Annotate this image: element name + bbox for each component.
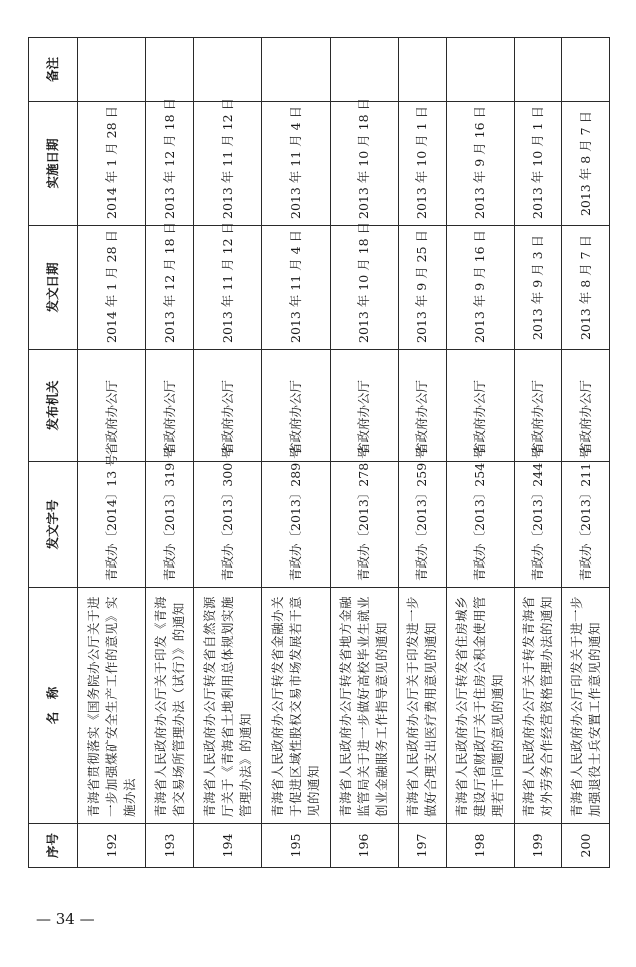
row-issuer: 省政府办公厅 xyxy=(446,350,514,462)
row-remarks xyxy=(193,38,261,102)
table-row xyxy=(193,38,261,868)
table-row xyxy=(262,38,330,868)
row-name: 青海省人民政府办公厅关于印发《青海省交易场所管理办法（试行）》的通知 xyxy=(146,588,194,824)
row-doc-no: 青政办〔2013〕211 号 xyxy=(562,462,610,588)
row-remarks xyxy=(330,38,398,102)
row-issuer: 省政府办公厅 xyxy=(78,350,146,462)
row-doc-no: 青政办〔2013〕254 号 xyxy=(446,462,514,588)
row-issuer: 省政府办公厅 xyxy=(330,350,398,462)
row-seq: 193 xyxy=(146,824,194,868)
row-name: 青海省人民政府办公厅关于转发青海省对外劳务合作经营资格管理办法的通知 xyxy=(514,588,562,824)
row-effective-date: 2013 年 10 月 1 日 xyxy=(514,102,562,226)
row-seq: 199 xyxy=(514,824,562,868)
row-effective-date: 2013 年 8 月 7 日 xyxy=(562,102,610,226)
row-issue-date: 2013 年 11 月 4 日 xyxy=(262,226,330,350)
row-issue-date: 2013 年 11 月 12 日 xyxy=(193,226,261,350)
table-row xyxy=(399,38,447,868)
row-seq: 192 xyxy=(78,824,146,868)
row-remarks xyxy=(262,38,330,102)
row-doc-no: 青政办〔2013〕289 号 xyxy=(262,462,330,588)
row-remarks xyxy=(146,38,194,102)
row-issuer: 省政府办公厅 xyxy=(262,350,330,462)
row-remarks xyxy=(78,38,146,102)
row-doc-no: 青政办〔2013〕278 号 xyxy=(330,462,398,588)
rotated-table-wrapper xyxy=(28,38,610,868)
header-remarks: 备注 xyxy=(29,38,78,102)
row-issuer: 省政府办公厅 xyxy=(514,350,562,462)
row-issue-date: 2014 年 1 月 28 日 xyxy=(78,226,146,350)
regulations-table xyxy=(28,37,610,868)
table-row xyxy=(78,38,146,868)
row-name: 青海省人民政府办公厅转发省住房城乡建设厅省财政厅关于住房公积金使用管理若干问题的意见的通知 xyxy=(446,588,514,824)
row-doc-no: 青政办〔2014〕13 号 xyxy=(78,462,146,588)
page-number: — 34 — xyxy=(36,910,95,928)
row-doc-no: 青政办〔2013〕259 号 xyxy=(399,462,447,588)
row-seq: 196 xyxy=(330,824,398,868)
row-remarks xyxy=(562,38,610,102)
row-remarks xyxy=(446,38,514,102)
row-issuer: 省政府办公厅 xyxy=(399,350,447,462)
header-name: 名 称 xyxy=(29,588,78,824)
table-header-row xyxy=(29,38,78,868)
row-effective-date: 2013 年 11 月 4 日 xyxy=(262,102,330,226)
row-doc-no: 青政办〔2013〕244 号 xyxy=(514,462,562,588)
row-issue-date: 2013 年 9 月 25 日 xyxy=(399,226,447,350)
header-seq: 序号 xyxy=(29,824,78,868)
row-doc-no: 青政办〔2013〕300 号 xyxy=(193,462,261,588)
row-seq: 195 xyxy=(262,824,330,868)
row-name: 青海省人民政府办公厅转发省地方金融监管局关于进一步做好高校毕业生就业创业金融服务工作指导意见的通知 xyxy=(330,588,398,824)
table-row xyxy=(514,38,562,868)
table-row xyxy=(446,38,514,868)
row-issue-date: 2013 年 8 月 7 日 xyxy=(562,226,610,350)
row-remarks xyxy=(399,38,447,102)
row-name: 青海省贯彻落实《国务院办公厅关于进一步加强煤矿安全生产工作的意见》实施办法 xyxy=(78,588,146,824)
row-effective-date: 2013 年 10 月 18 日 xyxy=(330,102,398,226)
header-issue-date: 发文日期 xyxy=(29,226,78,350)
row-effective-date: 2014 年 1 月 28 日 xyxy=(78,102,146,226)
row-name: 青海省人民政府办公厅转发省金融办关于促进区域性股权交易市场发展若干意见的通知 xyxy=(262,588,330,824)
row-name: 青海省人民政府办公厅转发省自然资源厅关于《青海省土地利用总体规划实施管理办法》的通知 xyxy=(193,588,261,824)
row-effective-date: 2013 年 9 月 16 日 xyxy=(446,102,514,226)
row-seq: 197 xyxy=(399,824,447,868)
header-doc-no: 发文字号 xyxy=(29,462,78,588)
row-effective-date: 2013 年 10 月 1 日 xyxy=(399,102,447,226)
row-issuer: 省政府办公厅 xyxy=(562,350,610,462)
row-doc-no: 青政办〔2013〕319 号 xyxy=(146,462,194,588)
row-effective-date: 2013 年 11 月 12 日 xyxy=(193,102,261,226)
row-seq: 198 xyxy=(446,824,514,868)
header-effective-date: 实施日期 xyxy=(29,102,78,226)
table-row xyxy=(146,38,194,868)
table-row xyxy=(562,38,610,868)
row-issuer: 省政府办公厅 xyxy=(146,350,194,462)
row-name: 青海省人民政府办公厅印发关于进一步加强退役士兵安置工作意见的通知 xyxy=(562,588,610,824)
row-effective-date: 2013 年 12 月 18 日 xyxy=(146,102,194,226)
row-remarks xyxy=(514,38,562,102)
row-seq: 194 xyxy=(193,824,261,868)
header-issuer: 发布机关 xyxy=(29,350,78,462)
row-issuer: 省政府办公厅 xyxy=(193,350,261,462)
row-issue-date: 2013 年 9 月 16 日 xyxy=(446,226,514,350)
row-seq: 200 xyxy=(562,824,610,868)
row-name: 青海省人民政府办公厅关于印发进一步做好合理支出医疗费用意见的通知 xyxy=(399,588,447,824)
table-row xyxy=(330,38,398,868)
row-issue-date: 2013 年 9 月 3 日 xyxy=(514,226,562,350)
row-issue-date: 2013 年 10 月 18 日 xyxy=(330,226,398,350)
row-issue-date: 2013 年 12 月 18 日 xyxy=(146,226,194,350)
